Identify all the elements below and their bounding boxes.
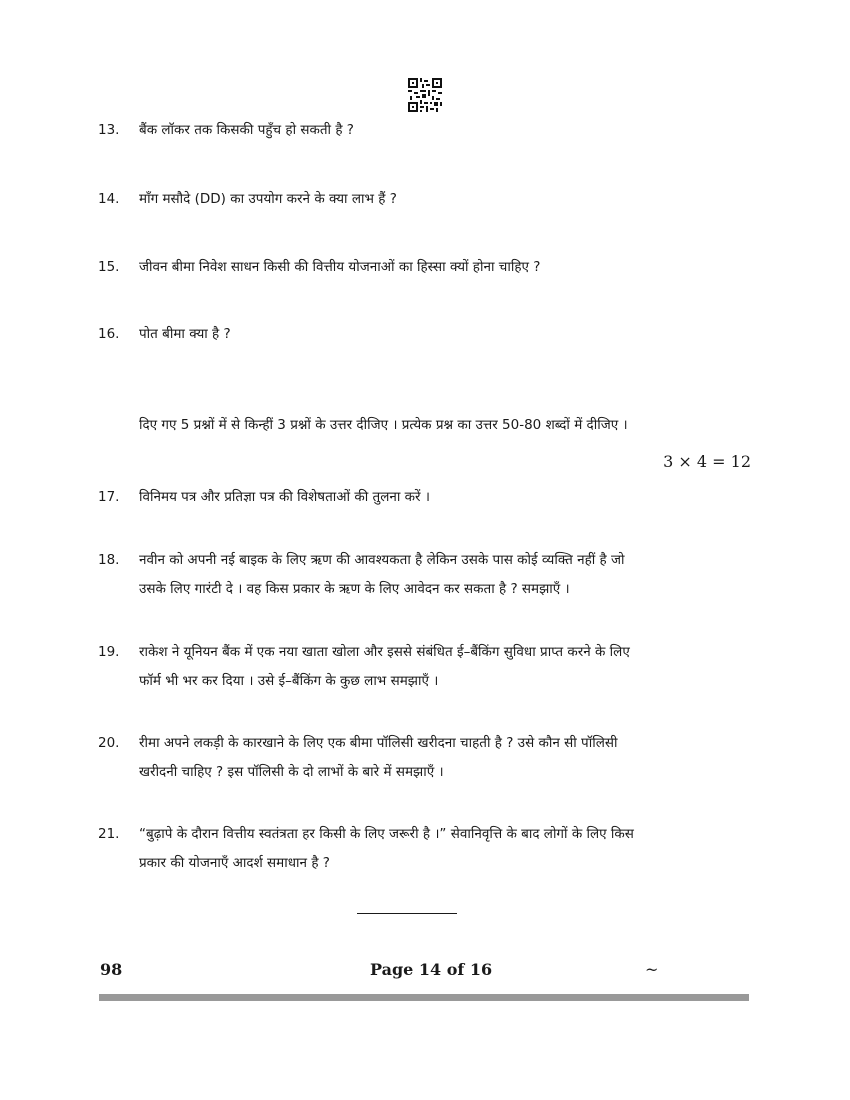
- question-number: 19.: [98, 644, 120, 660]
- question-18: [98, 546, 738, 604]
- footer-mark: ~: [645, 960, 659, 979]
- question-number: 15.: [98, 259, 120, 275]
- question-number: 17.: [98, 489, 120, 505]
- question-number: 20.: [98, 735, 120, 751]
- question-19: [98, 638, 738, 696]
- question-text-line-1: “बुढ़ापे के दौरान वित्तीय स्वतंत्रता हर किसी के लिए जरूरी है ।” सेवानिवृत्ति के बाद लोगों के लिए किस: [139, 826, 634, 842]
- question-number: 18.: [98, 552, 120, 568]
- page-number: Page 14 of 16: [370, 960, 493, 979]
- question-text-line-1: रीमा अपने लकड़ी के कारखाने के लिए एक बीमा पॉलिसी खरीदना चाहती है ? उसे कौन सी पॉलिसी: [139, 735, 618, 751]
- question-number: 21.: [98, 826, 120, 842]
- question-text-line-2: खरीदनी चाहिए ? इस पॉलिसी के दो लाभों के बारे में समझाएँ ।: [139, 764, 444, 780]
- question-text-line-2: प्रकार की योजनाएँ आदर्श समाधान है ?: [139, 855, 330, 871]
- question-text: पोत बीमा क्या है ?: [139, 326, 231, 342]
- question-text: माँग मसौदे (DD) का उपयोग करने के क्या लाभ हैं ?: [139, 191, 397, 207]
- question-17: [98, 483, 738, 512]
- section-instruction: दिए गए 5 प्रश्नों में से किन्हीं 3 प्रश्नों के उत्तर दीजिए । प्रत्येक प्रश्न का उत्तर 50-80 शब्दों में दीजिए ।: [139, 417, 628, 433]
- paper-code: 98: [100, 960, 123, 979]
- question-14: [98, 185, 738, 214]
- footer-bar: [99, 994, 749, 1001]
- question-number: 13.: [98, 122, 120, 138]
- qr-code-icon: [408, 78, 442, 112]
- question-text: विनिमय पत्र और प्रतिज्ञा पत्र की विशेषताओं की तुलना करें ।: [139, 489, 430, 505]
- question-number: 16.: [98, 326, 120, 342]
- question-20: [98, 729, 738, 787]
- section-marks: 3 × 4 = 12: [663, 452, 751, 471]
- question-text-line-1: नवीन को अपनी नई बाइक के लिए ऋण की आवश्यकता है लेकिन उसके पास कोई व्यक्ति नहीं है जो: [139, 552, 625, 568]
- question-15: [98, 253, 738, 282]
- question-21: [98, 820, 738, 878]
- end-of-section-divider: [357, 913, 457, 914]
- question-text-line-2: उसके लिए गारंटी दे । वह किस प्रकार के ऋण के लिए आवेदन कर सकता है ? समझाएँ ।: [139, 581, 570, 597]
- question-text-line-2: फॉर्म भी भर कर दिया । उसे ई–बैंकिंग के कुछ लाभ समझाएँ ।: [139, 673, 439, 689]
- question-16: [98, 320, 738, 349]
- question-text: बैंक लॉकर तक किसकी पहुँच हो सकती है ?: [139, 122, 354, 138]
- question-text-line-1: राकेश ने यूनियन बैंक में एक नया खाता खोला और इससे संबंधित ई–बैंकिंग सुविधा प्राप्त करने के लिए: [139, 644, 630, 660]
- question-13: [98, 116, 738, 145]
- question-number: 14.: [98, 191, 120, 207]
- question-text: जीवन बीमा निवेश साधन किसी की वित्तीय योजनाओं का हिस्सा क्यों होना चाहिए ?: [139, 259, 541, 275]
